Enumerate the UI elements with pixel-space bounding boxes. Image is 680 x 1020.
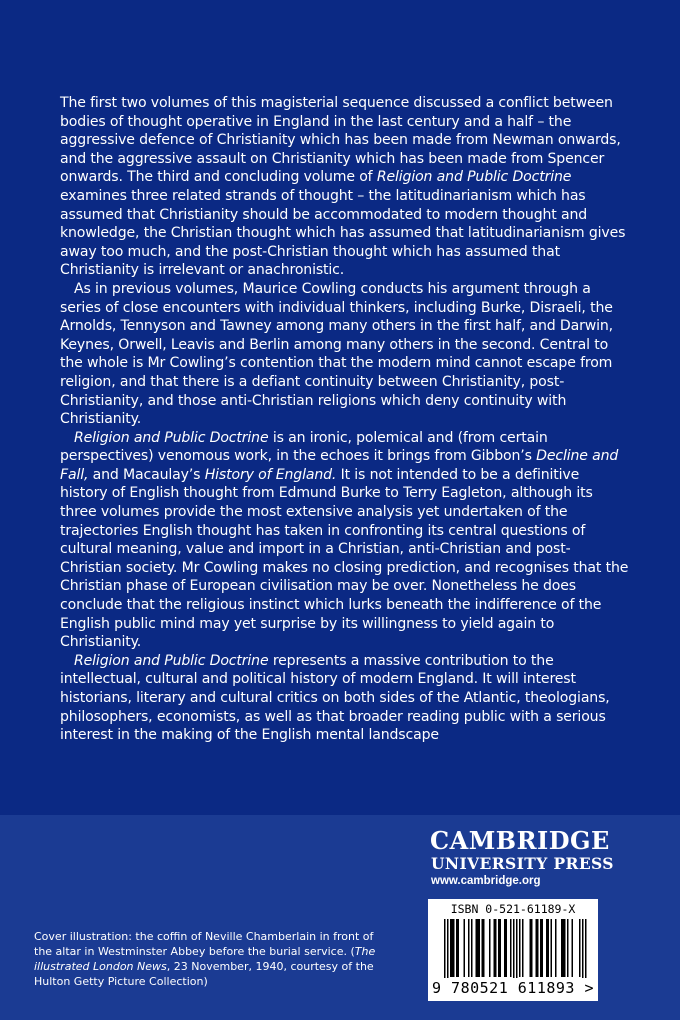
book-title-italic: Religion and Public Doctrine [74,652,269,669]
barcode-bars [436,919,590,983]
barcode-bar [546,919,548,977]
barcode-bar [510,919,512,977]
barcode-bar [551,919,553,977]
gibbon-title-italic: Decline and Fall, [60,448,619,483]
barcode-bar [450,919,452,977]
barcode-bar [522,919,524,977]
barcode-bar [504,919,506,977]
barcode-bar [456,919,458,977]
barcode-bar [500,919,502,977]
blurb-p1-text-end: examines three related strands of thought – the latitudinarianism which has assumed that Christianity should be accommodated to modern thought and knowledge, the Christian thought which has assumed that latitudinarianism gives away too much, and the post-Christian thought which has assumed that Christianity is irrelevant or anachronistic. [60,187,626,279]
blurb-p1-text: The first two volumes of this magisterial sequence discussed a conflict between bodies of thought operative in England in the last century and a half – the aggressive defence of Christianity which has been made from Newman onwards, and the aggressive assault on Christianity which has been made from Spencer onwards. The third and concluding volume of [60,95,621,186]
barcode-bar [536,919,538,977]
barcode-bar [585,919,587,981]
barcode-bar [540,919,542,977]
barcode-bar [537,919,539,977]
barcode-digits: 9 780521 611893 > [428,978,598,998]
barcode-bar [495,919,497,977]
barcode-bar [530,919,532,977]
barcode-bar [516,919,518,981]
barcode-bar [479,919,481,977]
barcode-bar [444,919,446,981]
barcode-bar [494,919,496,977]
barcode-bar [548,919,550,977]
barcode-bar [464,919,466,977]
barcode-bar [567,919,569,977]
cover-illustration-caption [34,929,379,989]
barcode-bar [506,919,508,977]
blurb-paragraph-4 [60,652,630,745]
macaulay-title-italic: History of England. [204,466,337,483]
caption-text: Cover illustration: the coffin of Neville Chamberlain in front of the altar in Westminster Abbey before the burial service. ( [34,930,374,958]
barcode-bar [531,919,533,977]
barcode-bar [498,919,500,977]
barcode-bar [561,919,563,977]
barcode-bar [447,919,449,981]
barcode-bar [572,919,574,977]
blurb-paragraph-2 [60,280,630,429]
blurb-text [60,94,630,745]
barcode-bar [564,919,566,977]
barcode-bar [582,919,584,981]
isbn-label: ISBN 0-521-61189-X [450,902,576,916]
barcode-bar [476,919,478,977]
publisher-url: www.cambridge.org [431,875,541,887]
isbn-barcode [428,899,598,1001]
barcode-bar [468,919,470,977]
barcode-bar [453,919,455,977]
barcode-bar [458,919,460,977]
barcode-bar [563,919,565,977]
publisher-logo-name: CAMBRIDGE [430,826,610,855]
book-title-italic: Religion and Public Doctrine [74,429,269,446]
barcode-bar [542,919,544,977]
barcode-bar [579,919,581,977]
caption-text-end: , 23 November, 1940, courtesy of the Hulton Getty Picture Collection) [34,960,374,988]
book-title-italic: Religion and Public Doctrine [376,169,572,186]
blurb-p3-text-end: It is not intended to be a definitive history of English thought from Edmund Burke to Terry Eagleton, although its three volumes provide the most extensive analysis yet undertaken of the trajectories English thought has taken in confronting its central questions of cultural meaning, value and import in a Christian, anti-Christian and post-Christian society. Mr Cowling makes no closing prediction, and recognises that the Christian phase of European civilisation may be over. Nonetheless he does conclude that the religious instinct which lurks beneath the indifference of the English public mind may yet surprise by its willingness to yield again to Christianity. [60,466,629,651]
barcode-bar [519,919,521,977]
barcode-bar [477,919,479,977]
blurb-p2-text: As in previous volumes, Maurice Cowling conducts his argument through a series of close encounters with individual thinkers, including Burke, Disraeli, the Arnolds, Tennyson and Tawney among many others in the first half, and Darwin, Keynes, Orwell, Leavis and Berlin among many others in the second. Central to the whole is Mr Cowling’s contention that the modern mind cannot escape from religion, and that there is a defiant continuity between Christianity, post-Christianity, and those anti-Christian religions which deny continuity with Christianity. [60,280,614,428]
blurb-paragraph-1 [60,94,630,280]
blurb-p4-text: represents a massive contribution to the intellectual, cultural and political history of modern England. It will interest historians, literary and cultural critics on both sides of the Atlantic, theologians, philosophers, economists, as well as that broader reading public with a serious interest in the making of the English mental landscape [60,652,610,744]
blurb-p3-text-mid: and Macaulay’s [88,466,205,483]
blurb-p3-text: is an ironic, polemical and (from certain perspectives) venomous work, in the echoes it brings from Gibbon’s [60,429,548,465]
barcode-bar [471,919,473,977]
blurb-paragraph-3 [60,429,630,652]
barcode-bar [555,919,557,977]
barcode-bar [452,919,454,977]
barcode-bar [482,919,484,977]
barcode-bar [513,919,515,981]
publisher-logo-subtitle: UNIVERSITY PRESS [431,854,614,873]
barcode-bar [489,919,491,977]
barcode-bar [483,919,485,977]
caption-source-italic: The illustrated London News [34,945,376,973]
